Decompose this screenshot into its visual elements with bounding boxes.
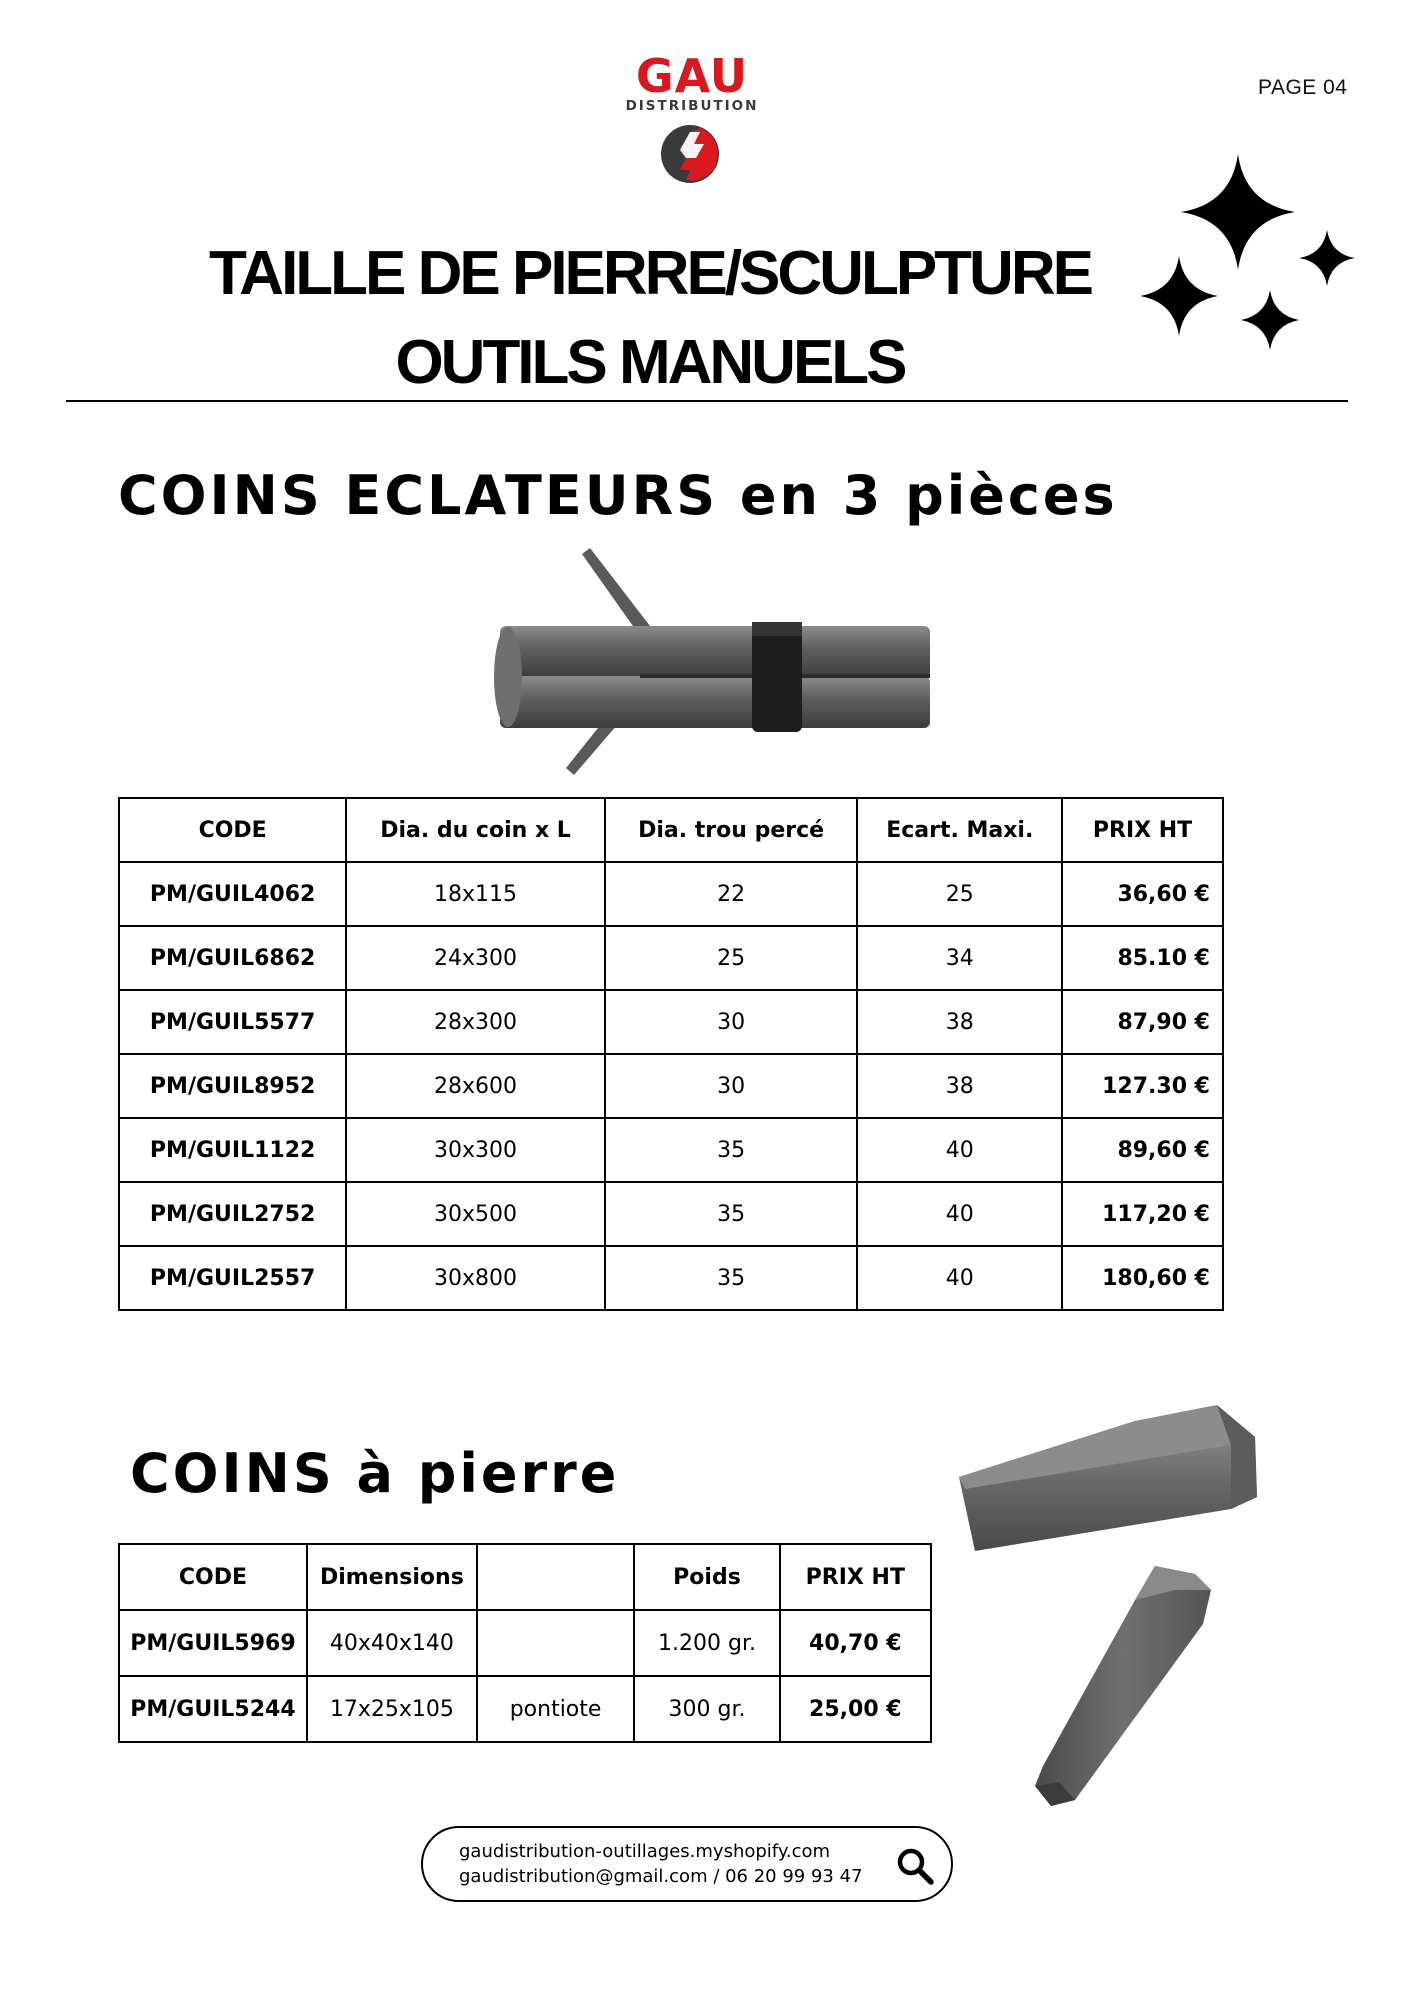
cell-code: PM/GUIL2752 xyxy=(119,1182,346,1246)
cell-weight: 1.200 gr. xyxy=(634,1610,779,1676)
stone-wedge-image-small xyxy=(1015,1560,1235,1810)
page-number: PAGE 04 xyxy=(1258,76,1348,99)
cell-code: PM/GUIL5577 xyxy=(119,990,346,1054)
cell-gap: 40 xyxy=(857,1118,1062,1182)
logo-name: GAU xyxy=(635,49,749,103)
page-title-line-2: OUTILS MANUELS xyxy=(395,328,905,397)
cell-code: PM/GUIL2557 xyxy=(119,1246,346,1310)
cell-price: 127.30 € xyxy=(1062,1054,1223,1118)
col-weight: Poids xyxy=(634,1544,779,1610)
cell-dimensions: 30x300 xyxy=(346,1118,604,1182)
cell-dimensions: 17x25x105 xyxy=(307,1676,477,1742)
logo-tagline: DISTRIBUTION xyxy=(625,98,759,114)
table-row xyxy=(119,1246,1223,1310)
cell-code: PM/GUIL6862 xyxy=(119,926,346,990)
cell-gap: 40 xyxy=(857,1246,1062,1310)
page-title-line-1: TAILLE DE PIERRE/SCULPTURE xyxy=(209,239,1091,308)
footer-contact-text: gaudistribution@gmail.com / 06 20 99 93 47 xyxy=(459,1866,863,1887)
col-note xyxy=(477,1544,634,1610)
cell-gap: 38 xyxy=(857,1054,1062,1118)
section-title-splitters: COINS ECLATEURS en 3 pièces xyxy=(118,464,1118,527)
cell-code: PM/GUIL1122 xyxy=(119,1118,346,1182)
stone-wedge-image-large xyxy=(955,1385,1275,1560)
table-header-row xyxy=(119,1544,931,1610)
cell-price: 89,60 € xyxy=(1062,1118,1223,1182)
table-row xyxy=(119,1676,931,1742)
footer-contact-box xyxy=(421,1826,953,1902)
cell-hole: 25 xyxy=(605,926,858,990)
col-dimensions: Dimensions xyxy=(307,1544,477,1610)
cell-dimensions: 30x500 xyxy=(346,1182,604,1246)
cell-price: 25,00 € xyxy=(780,1676,931,1742)
cell-dimensions: 28x600 xyxy=(346,1054,604,1118)
cell-hole: 30 xyxy=(605,1054,858,1118)
cell-hole: 35 xyxy=(605,1118,858,1182)
cell-dimensions: 28x300 xyxy=(346,990,604,1054)
cell-code: PM/GUIL4062 xyxy=(119,862,346,926)
col-code: CODE xyxy=(119,1544,307,1610)
table-row xyxy=(119,1610,931,1676)
cell-dimensions: 24x300 xyxy=(346,926,604,990)
cell-note: pontiote xyxy=(477,1676,634,1742)
stone-wedges-table xyxy=(118,1543,932,1743)
logo-mark-icon xyxy=(656,118,728,184)
table-row xyxy=(119,926,1223,990)
section-title-stone-wedges: COINS à pierre xyxy=(130,1442,620,1505)
cell-dimensions: 18x115 xyxy=(346,862,604,926)
cell-dimensions: 40x40x140 xyxy=(307,1610,477,1676)
cell-weight: 300 gr. xyxy=(634,1676,779,1742)
cell-hole: 35 xyxy=(605,1246,858,1310)
cell-hole: 30 xyxy=(605,990,858,1054)
title-divider xyxy=(66,400,1348,402)
cell-code: PM/GUIL5969 xyxy=(119,1610,307,1676)
cell-hole: 35 xyxy=(605,1182,858,1246)
splitter-wedge-image xyxy=(490,540,940,785)
table-row xyxy=(119,1054,1223,1118)
col-hole-diameter: Dia. trou percé xyxy=(605,798,858,862)
cell-hole: 22 xyxy=(605,862,858,926)
col-price: PRIX HT xyxy=(1062,798,1223,862)
cell-dimensions: 30x800 xyxy=(346,1246,604,1310)
splitters-table xyxy=(118,797,1224,1311)
col-dimensions: Dia. du coin x L xyxy=(346,798,604,862)
table-row xyxy=(119,862,1223,926)
search-icon[interactable] xyxy=(895,1846,935,1886)
cell-price: 40,70 € xyxy=(780,1610,931,1676)
cell-price: 36,60 € xyxy=(1062,862,1223,926)
cell-price: 117,20 € xyxy=(1062,1182,1223,1246)
cell-gap: 40 xyxy=(857,1182,1062,1246)
table-row xyxy=(119,1182,1223,1246)
brand-logo xyxy=(612,49,772,184)
cell-gap: 34 xyxy=(857,926,1062,990)
cell-code: PM/GUIL8952 xyxy=(119,1054,346,1118)
footer-website-link[interactable]: gaudistribution-outillages.myshopify.com xyxy=(459,1841,831,1862)
cell-gap: 25 xyxy=(857,862,1062,926)
cell-gap: 38 xyxy=(857,990,1062,1054)
table-row xyxy=(119,1118,1223,1182)
cell-note xyxy=(477,1610,634,1676)
col-code: CODE xyxy=(119,798,346,862)
col-price: PRIX HT xyxy=(780,1544,931,1610)
cell-code: PM/GUIL5244 xyxy=(119,1676,307,1742)
col-max-gap: Ecart. Maxi. xyxy=(857,798,1062,862)
cell-price: 180,60 € xyxy=(1062,1246,1223,1310)
cell-price: 87,90 € xyxy=(1062,990,1223,1054)
cell-price: 85.10 € xyxy=(1062,926,1223,990)
table-header-row xyxy=(119,798,1223,862)
table-row xyxy=(119,990,1223,1054)
